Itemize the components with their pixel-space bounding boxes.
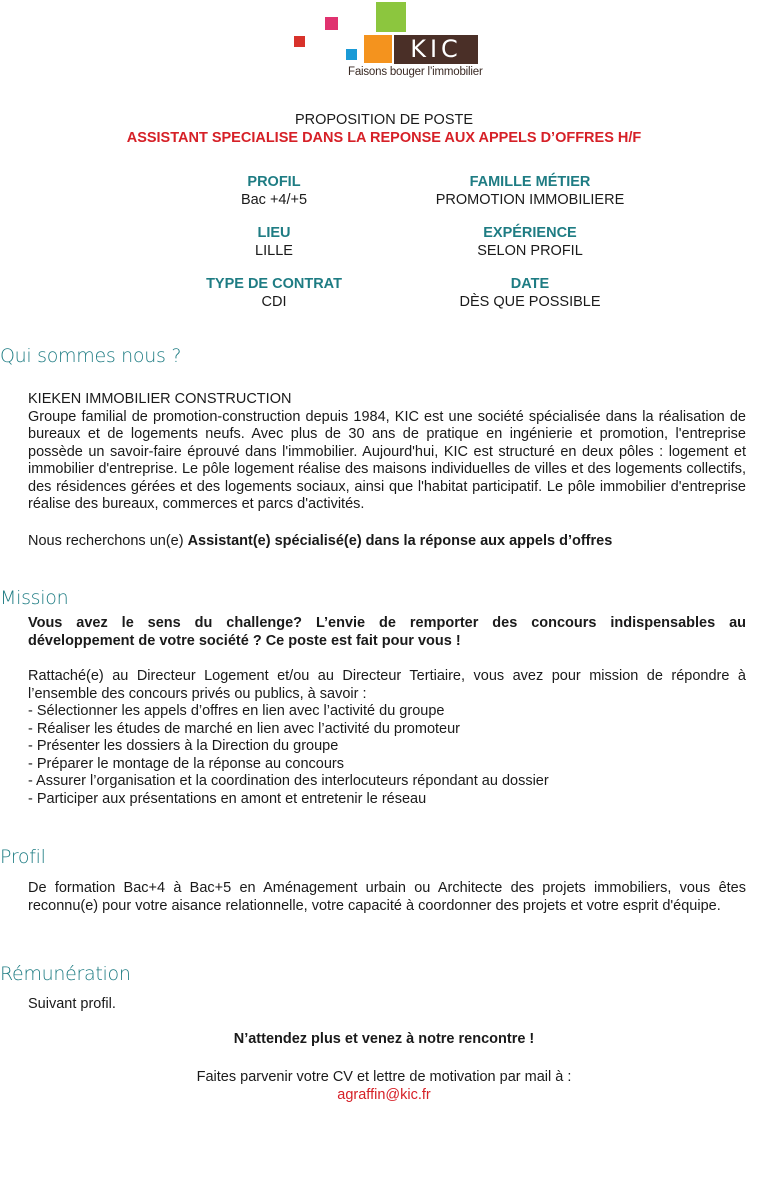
section-heading-remuneration: Rémunération: [0, 963, 131, 985]
blue-square-icon: [346, 49, 357, 60]
orange-square-icon: [364, 35, 392, 63]
red-square-icon: [294, 36, 305, 47]
pink-square-icon: [325, 17, 338, 30]
qui-line: des résidences gérées et des logements sociaux, ainsi que l'habitat participatif. Le pôle immobilier d'entreprise: [28, 478, 746, 495]
mission-intro-line: développement de votre société ? Ce poste est fait pour vous !: [28, 632, 461, 649]
info-label-date: DATE: [510, 276, 550, 292]
info-value-date: DÈS QUE POSSIBLE: [459, 294, 601, 310]
info-label-profil: PROFIL: [247, 174, 301, 190]
mission-intro: [28, 615, 746, 650]
mission-item: - Préparer le montage de la réponse au concours: [28, 755, 344, 772]
profil-line: De formation Bac+4 à Bac+5 en Aménagement urbain ou Architecte des projets immobiliers, vous êtes: [28, 880, 746, 896]
info-value-contrat: CDI: [261, 294, 287, 310]
mission-line: l’ensemble des concours privés ou publics, à savoir :: [28, 685, 367, 702]
qui-line: immobilier d'entreprise. Le pôle logement réalise des maisons individuelles de villes et des logements collectifs,: [28, 461, 746, 477]
call-to-action: N’attendez plus et venez à notre rencontre !: [233, 1031, 535, 1047]
info-value-lieu: LILLE: [255, 243, 293, 259]
qui-line: bureaux et de logements neufs. Avec plus de 30 ans de pratique en ingénierie et promotion, l'entreprise: [28, 426, 746, 442]
contact-email-link[interactable]: agraffin@kic.fr: [337, 1087, 431, 1103]
search-prefix: Nous recherchons un(e): [28, 533, 188, 549]
section-heading-profil: Profil: [0, 846, 46, 868]
mission-item: - Participer aux présentations en amont et entretenir le réseau: [28, 790, 427, 807]
profil-line: reconnu(e) pour votre aisance relationnelle, votre capacité à coordonner des projets et votre esprit d'équipe.: [28, 897, 721, 914]
qui-line: possède un savoir-faire éprouvé dans l'immobilier. Aujourd'hui, KIC est structuré en deux pôles : logement et: [28, 443, 746, 460]
info-label-experience: EXPÉRIENCE: [483, 225, 577, 241]
mission-line: Rattaché(e) au Directeur Logement et/ou au Directeur Tertiaire, vous avez pour mission de répondre à: [28, 668, 746, 684]
info-label-famille: FAMILLE MÉTIER: [469, 174, 591, 190]
mission-item: - Réaliser les études de marché en lien avec l’activité du promoteur: [28, 720, 460, 737]
profil-paragraph: [28, 880, 746, 915]
qui-line: Groupe familial de promotion-construction depuis 1984, KIC est une société spécialisée dans la réalisation de: [28, 408, 746, 425]
mission-item: - Assurer l’organisation et la coordination des interlocuteurs répondant au dossier: [28, 773, 549, 789]
company-name: KIEKEN IMMOBILIER CONSTRUCTION: [28, 391, 292, 407]
job-title: ASSISTANT SPECIALISE DANS LA REPONSE AUX APPELS D’OFFRES H/F: [126, 130, 642, 146]
mission-paragraph: [28, 668, 746, 808]
qui-paragraph: [28, 391, 746, 514]
remuneration-text: Suivant profil.: [28, 996, 116, 1012]
green-square-icon: [376, 2, 406, 32]
info-label-contrat: TYPE DE CONTRAT: [206, 276, 342, 292]
mission-item: - Sélectionner les appels d’offres en lien avec l’activité du groupe: [28, 703, 445, 719]
info-label-lieu: LIEU: [257, 225, 291, 241]
kic-logo: [292, 0, 492, 86]
search-position: Assistant(e) spécialisé(e) dans la réponse aux appels d’offres: [187, 533, 613, 549]
logo-tagline: Faisons bouger l’immobilier: [348, 66, 483, 78]
section-heading-qui: Qui sommes nous ?: [0, 345, 182, 367]
section-heading-mission: Mission: [0, 587, 69, 609]
mission-intro-line: Vous avez le sens du challenge? L’envie de remporter des concours indispensables au: [28, 615, 746, 631]
mission-item: - Présenter les dossiers à la Direction du groupe: [28, 738, 339, 754]
info-value-famille: PROMOTION IMMOBILIERE: [435, 192, 625, 208]
search-statement: [28, 533, 746, 551]
apply-instruction: Faites parvenir votre CV et lettre de motivation par mail à :: [196, 1069, 572, 1085]
info-value-experience: SELON PROFIL: [477, 243, 583, 259]
info-value-profil: Bac +4/+5: [240, 192, 308, 208]
logo-brand: KIC: [394, 35, 478, 64]
document-title: PROPOSITION DE POSTE: [294, 112, 474, 128]
qui-line: réalise des bureaux, commerces et parcs d'activités.: [28, 496, 365, 512]
